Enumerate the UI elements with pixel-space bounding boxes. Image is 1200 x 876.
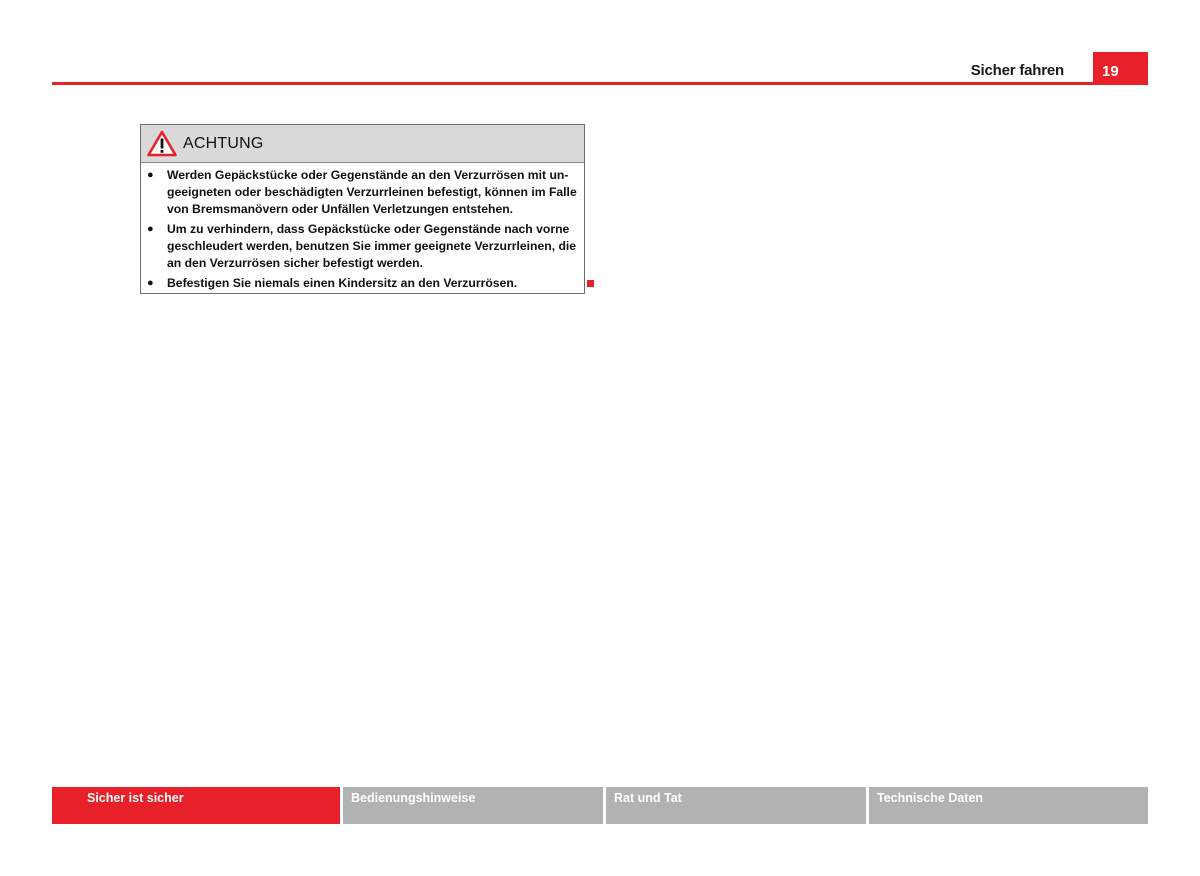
warning-item-text: Befestigen Sie niemals einen Kindersitz an den Verzurrösen. bbox=[167, 276, 518, 290]
warning-item bbox=[147, 167, 578, 218]
bullet-icon: ● bbox=[147, 169, 154, 181]
warning-box bbox=[140, 124, 585, 294]
section-end-marker bbox=[587, 280, 594, 287]
warning-body bbox=[141, 163, 584, 292]
warning-item-text: Werden Gepäckstücke oder Gegenstände an den Verzurrösen mit un- geeigneten oder beschädigten Verzurrleinen befestigt, können im Falle von Bremsmanövern oder Unfällen Verletzungen entstehen. bbox=[167, 168, 577, 216]
footer-nav bbox=[52, 787, 1148, 824]
warning-item bbox=[147, 275, 578, 292]
bullet-icon: ● bbox=[147, 223, 154, 235]
warning-header bbox=[141, 125, 584, 163]
nav-tab-technische-daten[interactable]: Technische Daten bbox=[869, 787, 1148, 824]
nav-tab-rat-und-tat[interactable]: Rat und Tat bbox=[606, 787, 866, 824]
nav-tab-sicher-ist-sicher[interactable]: Sicher ist sicher bbox=[52, 787, 340, 824]
nav-tab-bedienungshinweise[interactable]: Bedienungshinweise bbox=[343, 787, 603, 824]
warning-title: ACHTUNG bbox=[183, 134, 264, 152]
warning-triangle-icon bbox=[147, 130, 177, 157]
warning-item-text: Um zu verhindern, dass Gepäckstücke oder Gegenstände nach vorne geschleudert werden, benutzen Sie immer geeignete Verzurrleinen, die an den Verzurrösen sicher befestigt werden. bbox=[167, 222, 577, 270]
section-title: Sicher fahren bbox=[970, 62, 1064, 79]
bullet-icon: ● bbox=[147, 277, 154, 289]
header-rule bbox=[52, 82, 1148, 85]
warning-item bbox=[147, 221, 578, 272]
page-number: 19 bbox=[1093, 52, 1148, 85]
